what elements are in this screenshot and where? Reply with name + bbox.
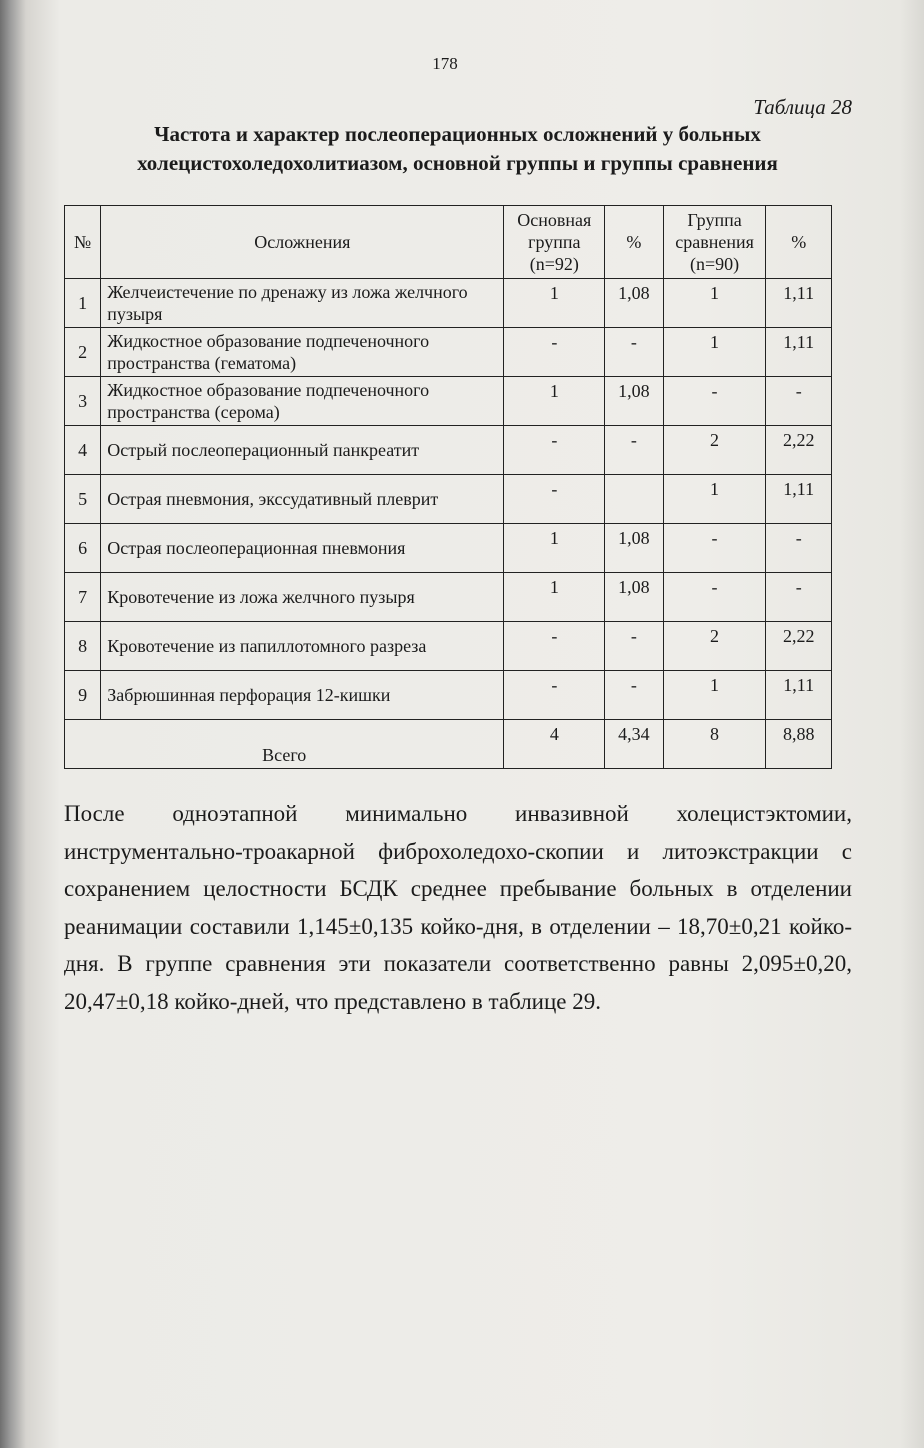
header-main-group-line: Основная [517, 210, 592, 230]
header-comparison-group-line: (n=90) [689, 254, 740, 274]
total-main-count: 4 [504, 720, 605, 769]
header-comparison-group-line: сравнения [675, 232, 754, 252]
row-complication: Жидкостное образование подпеченочного пространства (серома) [101, 377, 504, 426]
total-label: Всего [65, 720, 504, 769]
row-main-count: 1 [504, 279, 605, 328]
table-label: Таблица 28 [753, 95, 852, 119]
row-main-percent: - [605, 671, 663, 720]
row-complication: Острый послеоперационный панкреатит [101, 426, 504, 475]
header-main-group-line: (n=92) [529, 254, 579, 274]
header-main-group [504, 206, 605, 279]
table-row [65, 328, 832, 377]
table-row [65, 671, 832, 720]
table-title-line-1: Частота и характер послеоперационных осложнений у больных [154, 122, 761, 146]
row-comparison-percent: - [766, 573, 832, 622]
table-header-row [65, 206, 832, 279]
row-main-count: - [504, 671, 605, 720]
row-comparison-percent: 1,11 [766, 671, 832, 720]
row-main-count: 1 [504, 573, 605, 622]
row-number: 7 [65, 573, 101, 622]
header-percent-main: % [605, 206, 663, 279]
table-row [65, 524, 832, 573]
row-number: 6 [65, 524, 101, 573]
row-main-percent: 1,08 [605, 279, 663, 328]
row-comparison-percent: 1,11 [766, 475, 832, 524]
row-comparison-count: 1 [663, 328, 766, 377]
row-comparison-count: 1 [663, 671, 766, 720]
row-comparison-percent: 1,11 [766, 328, 832, 377]
row-main-percent: 1,08 [605, 377, 663, 426]
row-comparison-percent: - [766, 524, 832, 573]
header-comparison-group-line: Группа [687, 210, 742, 230]
row-main-percent: - [605, 622, 663, 671]
row-number: 8 [65, 622, 101, 671]
header-main-group-line: группа [528, 232, 581, 252]
row-main-count: - [504, 328, 605, 377]
total-main-percent: 4,34 [605, 720, 663, 769]
table-total-row [65, 720, 832, 769]
row-main-percent: 1,08 [605, 524, 663, 573]
row-complication: Острая пневмония, экссудативный плеврит [101, 475, 504, 524]
row-comparison-percent: 2,22 [766, 622, 832, 671]
header-complications: Осложнения [101, 206, 504, 279]
table-row [65, 475, 832, 524]
row-number: 1 [65, 279, 101, 328]
row-main-count: - [504, 622, 605, 671]
table-row [65, 622, 832, 671]
row-number: 2 [65, 328, 101, 377]
table-row [65, 279, 832, 328]
row-main-count: 1 [504, 524, 605, 573]
row-complication: Кровотечение из ложа желчного пузыря [101, 573, 504, 622]
row-comparison-percent: 1,11 [766, 279, 832, 328]
row-main-percent: - [605, 426, 663, 475]
row-main-percent [605, 475, 663, 524]
row-comparison-count: - [663, 524, 766, 573]
row-main-percent: 1,08 [605, 573, 663, 622]
table-row [65, 573, 832, 622]
row-comparison-count: 1 [663, 279, 766, 328]
header-num: № [65, 206, 101, 279]
table-title [60, 120, 855, 178]
row-main-count: 1 [504, 377, 605, 426]
table-row [65, 377, 832, 426]
row-comparison-count: - [663, 377, 766, 426]
page-number: 178 [432, 54, 458, 73]
row-number: 4 [65, 426, 101, 475]
row-main-count: - [504, 426, 605, 475]
row-comparison-count: 2 [663, 622, 766, 671]
row-comparison-percent: - [766, 377, 832, 426]
row-number: 3 [65, 377, 101, 426]
row-complication: Жидкостное образование подпеченочного пространства (гематома) [101, 328, 504, 377]
row-complication: Кровотечение из папиллотомного разреза [101, 622, 504, 671]
row-comparison-count: 1 [663, 475, 766, 524]
table-title-line-2: холецистохоледохолитиазом, основной группы и группы сравнения [137, 151, 778, 175]
row-complication: Забрюшинная перфорация 12-кишки [101, 671, 504, 720]
row-comparison-count: - [663, 573, 766, 622]
total-comparison-percent: 8,88 [766, 720, 832, 769]
header-percent-comparison: % [766, 206, 832, 279]
header-comparison-group [663, 206, 766, 279]
complications-table [64, 205, 832, 769]
row-main-count: - [504, 475, 605, 524]
row-comparison-count: 2 [663, 426, 766, 475]
table-row [65, 426, 832, 475]
row-complication: Желчеистечение по дренажу из ложа желчного пузыря [101, 279, 504, 328]
row-number: 9 [65, 671, 101, 720]
row-comparison-percent: 2,22 [766, 426, 832, 475]
total-comparison-count: 8 [663, 720, 766, 769]
body-paragraph: После одноэтапной минимально инвазивной холецистэктомии, инструментально-троакарной фиброхоледохо-скопии и литоэкстракции с сохранением целостности БСДК среднее пребывание больных в отделении реанимации составили 1,145±0,135 койко-дня, в отделении – 18,70±0,21 койко-дня. В группе сравнения эти показатели соответственно равны 2,095±0,20, 20,47±0,18 койко-дней, что представлено в таблице 29. [64, 801, 852, 1014]
row-number: 5 [65, 475, 101, 524]
row-complication: Острая послеоперационная пневмония [101, 524, 504, 573]
row-main-percent: - [605, 328, 663, 377]
